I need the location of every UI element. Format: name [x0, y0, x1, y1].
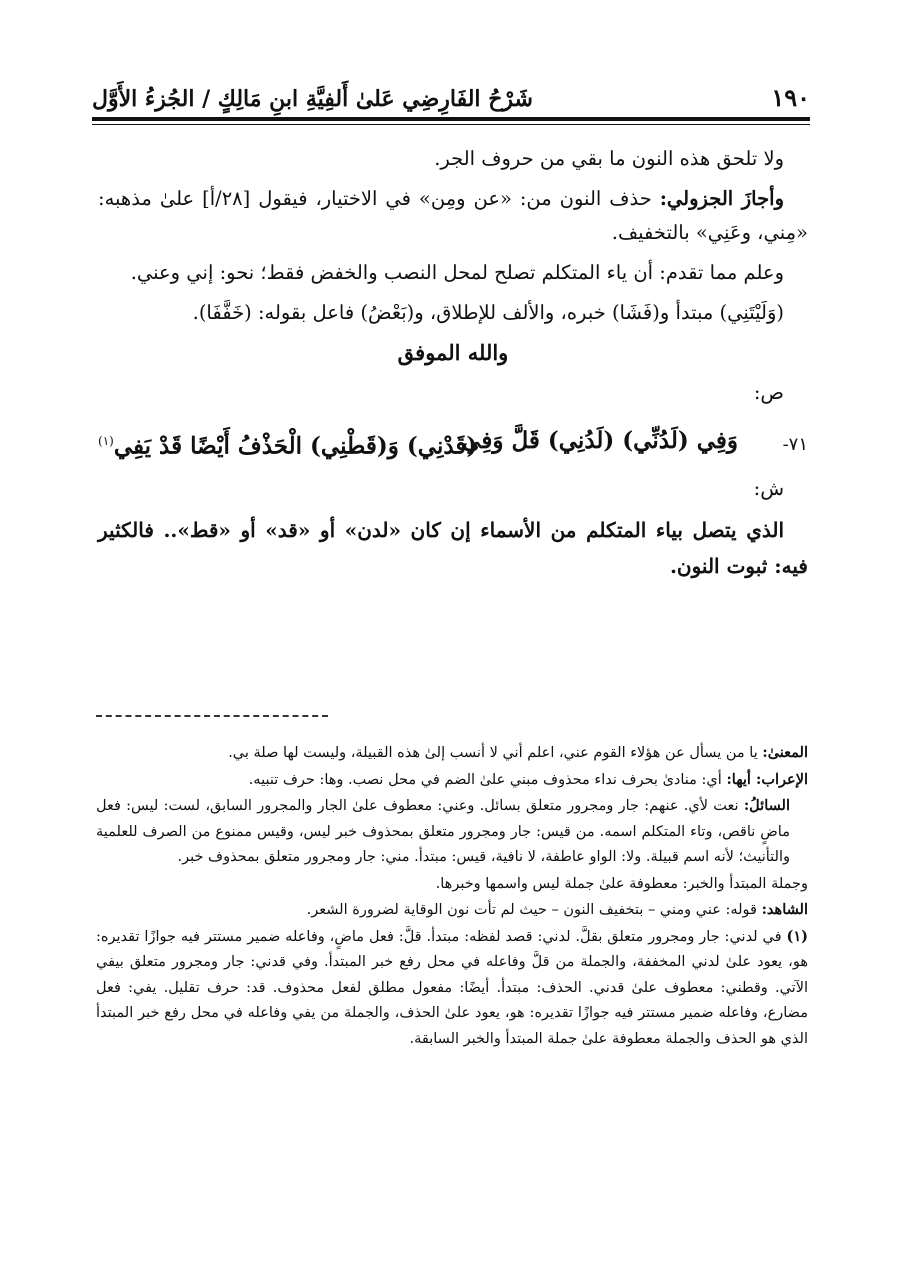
running-title: شَرْحُ الفَارِضِي عَلىٰ أَلفِيَّةِ ابنِ مَالِكٍ / الجُزءُ الأَوَّل [92, 86, 533, 112]
header-rule-thick [92, 117, 810, 121]
footnote-text: وجملة المبتدأ والخبر: معطوفة علىٰ جملة ليس واسمها وخبرها. [435, 875, 808, 892]
footnote-line [96, 871, 808, 898]
page-header [92, 78, 810, 112]
ruling-paragraph: الذي يتصل بياء المتكلم من الأسماء إن كان «لدن» أو «قد» أو «قط».. فالكثير فيه: ثبوت النون. [98, 518, 808, 578]
footnote-line [96, 767, 808, 794]
footnote-text: يا من يسأل عن هؤلاء القوم عني، اعلم أني لا أنسب إلىٰ هذه القبيلة، وليست لها صلة بي. [228, 745, 763, 761]
verse-hemistich-2-text: (قَدْنِي) وَ(قَطْنِي) الْحَذْفُ أَيْضًا قَدْ يَفِي [113, 432, 478, 460]
footnote-line [96, 793, 808, 871]
footnote-line [96, 740, 808, 767]
shin-label: ش: [753, 477, 784, 500]
verse-line [98, 416, 808, 472]
verse-number: ٧١- [782, 434, 808, 455]
footnote-lead: الإعراب: أيها: [726, 770, 808, 788]
paragraph-2-lead: وأجازَ الجزولي: [659, 187, 784, 210]
footnote-line [96, 897, 808, 924]
paragraph-2-text: حذف النون من: «عن ومِن» في الاختيار، فيقول [٢٨/أ] علىٰ مذهبه: «مِني، وعَنِي» بالتخفيف. [98, 187, 808, 244]
verse-hemistich-1: وَفِي (لَدُنِّي) (لَدُنِي) قَلَّ وَفِي [462, 427, 738, 454]
footnote-lead: الشاهد: [761, 901, 808, 918]
footnotes [96, 740, 808, 1052]
footnote-lead: السائلُ: [743, 797, 790, 814]
footnote-text: قوله: عني ومني – بتخفيف النون – حيث لم تأت نون الوقاية لضرورة الشعر. [306, 902, 762, 918]
paragraph-1: ولا تلحق هذه النون ما بقي من حروف الجر. [434, 147, 784, 170]
footnote-text: أي: منادىٰ بحرف نداء محذوف مبني علىٰ الضم في محل نصب. وها: حرف تنبيه. [248, 771, 727, 788]
closing-heading: والله الموفق [397, 340, 509, 365]
footnote-ref: (١) [98, 434, 114, 448]
footnote-line [96, 924, 808, 1053]
footnote-separator [96, 715, 328, 717]
footnote-lead: المعنىٰ: [762, 744, 808, 761]
paragraph-3: وعلم مما تقدم: أن ياء المتكلم تصلح لمحل النصب والخفض فقط؛ نحو: إني وعني. [130, 261, 784, 284]
paragraph-2 [98, 182, 808, 250]
verse-hemistich-2 [98, 424, 477, 464]
footnote-lead: (١) [786, 927, 808, 945]
page-number: ١٩٠ [771, 83, 810, 112]
footnote-text: نعت لأي. عنهم: جار ومجرور متعلق بسائل. وعني: معطوف علىٰ الجار والمجرور السابق، لست: ليس: فعل ماضٍ ناقص، وتاء المتكلم اسمه. من قيس: جار ومجرور متعلق بمحذوف خبر ليس، وقيس ممنوع من الصرف للعلمية والتأنيث؛ لأنه اسم قبيلة. ولا: الواو عاطفة، لا نافية، قيس: مبتدأ. مني: جار ومجرور متعلق بمحذوف خبر. [96, 798, 790, 865]
footnote-text: في لدني: جار ومجرور متعلق بقلَّ. لدني: قصد لفظه: مبتدأ. قلَّ: فعل ماضٍ، وفاعله ضمير مستتر فيه جوازًا تقديره: هو، يعود علىٰ لدني المخففة، والجملة من قلَّ وفاعله في محل رفع خبر المبتدأ. وفي قدني: جار ومجرور متعلق بيفي الآتي. وقطني: معطوف علىٰ قدني. الحذف: مبتدأ. أيضًا: مفعول مطلق لفعل محذوف. قد: حرف تقليل. يفي: فعل مضارع، وفاعله ضمير مستتر فيه جوازًا تقديره: هو، يعود علىٰ الحذف، والجملة من يفي وفاعله في محل رفع خبر المبتدأ الذي هو الحذف والجملة معطوفة علىٰ جملة المبتدأ والخبر السابقة. [96, 928, 808, 1047]
header-rule-thin [92, 124, 810, 125]
sad-label: ص: [753, 381, 784, 404]
paragraph-4: (وَلَيْتَنِي) مبتدأ و(فَشَا) خبره، والألف للإطلاق، و(بَعْضُ) فاعل بقوله: (خَفَّفَا). [192, 301, 784, 324]
main-text [98, 142, 808, 590]
